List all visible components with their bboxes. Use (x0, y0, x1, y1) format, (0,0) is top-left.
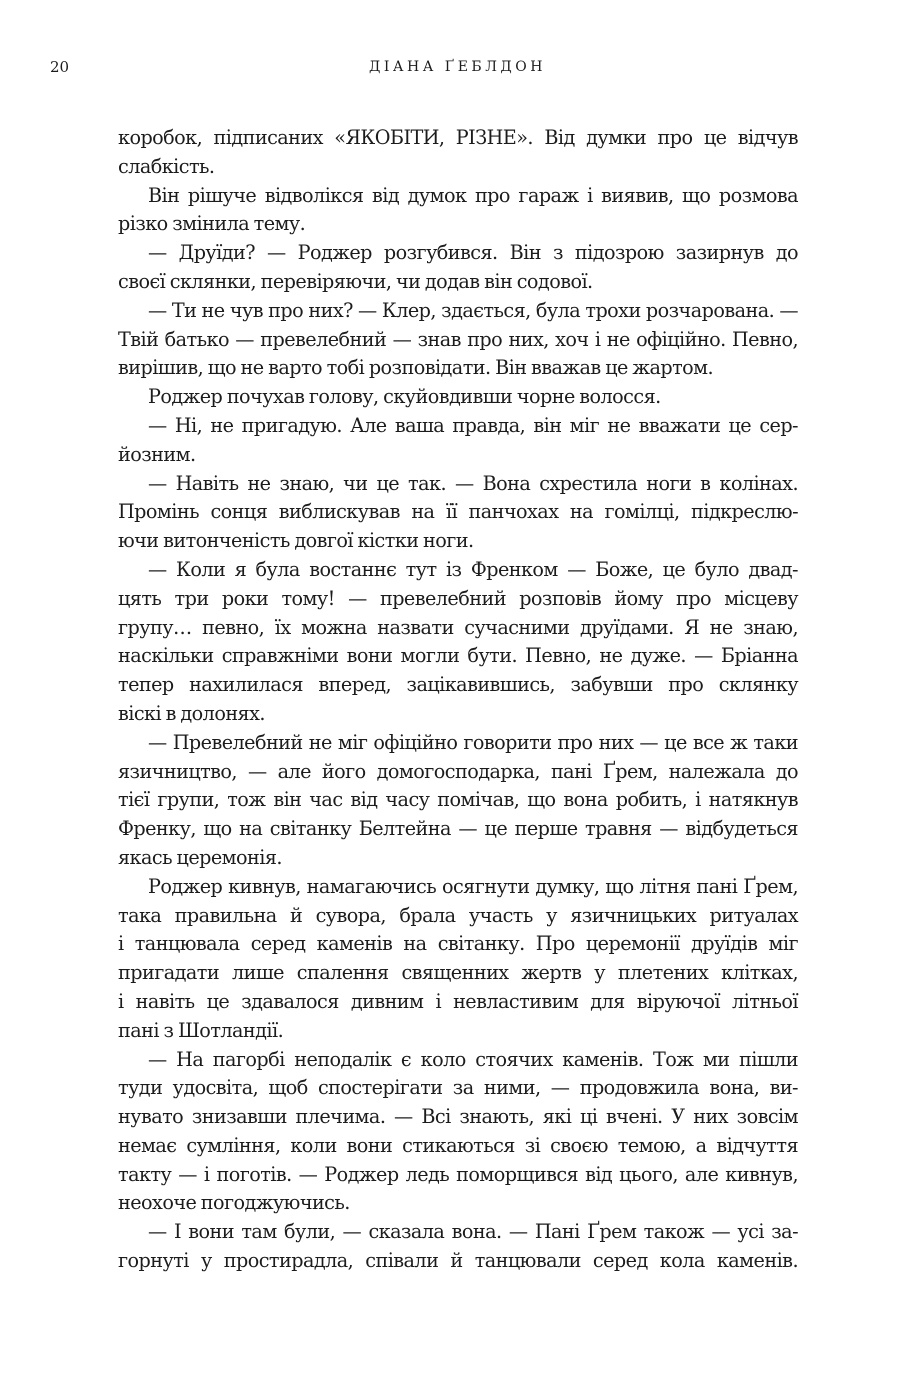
text-line: Роджер кивнув, намагаючись осягнути думку, що літня пані Ґрем, (148, 874, 798, 898)
page-number: 20 (50, 58, 70, 76)
text-line: своєї склянки, перевіряючи, чи додав він содової. (118, 269, 593, 293)
body-text (118, 124, 798, 1276)
text-line: і навіть це здавалося дивним і невластивим для віруючої літньої (118, 989, 798, 1013)
text-line: тепер нахилилася вперед, зацікавившись, забувши про склянку (118, 673, 798, 697)
text-line: така правильна й сувора, брала участь у язичницьких ритуалах (118, 903, 798, 927)
text-line: пригадати лише спалення священних жертв у плетених клітках, (118, 961, 798, 985)
text-line: слабкість. (118, 154, 215, 178)
text-line: нувато знизавши плечима. — Всі знають, які ці вчені. У них зовсім (118, 1105, 798, 1129)
text-line: віскі в долонях. (118, 701, 265, 725)
text-line: — Друїди? — Роджер розгубився. Він з підозрою зазирнув до (148, 241, 798, 265)
text-line: язичництво, — але його домогосподарка, пані Ґрем, належала до (118, 759, 798, 783)
text-line: наскільки справжніми вони могли бути. Певно, не дуже. — Бріанна (118, 644, 798, 668)
text-line: Роджер почухав голову, скуйовдивши чорне волосся. (148, 385, 661, 409)
text-line: Промінь сонця виблискував на її панчохах на гомілці, підкреслю- (118, 500, 798, 524)
text-line: — І вони там були, — сказала вона. — Пані Ґрем також — усі за- (148, 1220, 798, 1244)
text-line: Френку, що на світанку Белтейна — це перше травня — відбудеться (118, 817, 798, 841)
text-line: неохоче погоджуючись. (118, 1191, 350, 1215)
text-line: — Навіть не знаю, чи це так. — Вона схрестила ноги в колінах. (148, 471, 798, 495)
text-line: тієї групи, тож він час від часу помічав, що вона робить, і натякнув (118, 788, 798, 812)
text-line: — Коли я була востаннє тут із Френком — Боже, це було двад- (148, 557, 798, 581)
text-line: немає сумління, коли вони стикаються зі своєю темою, а відчуття (118, 1133, 798, 1157)
text-line: такту — і поготів. — Роджер ледь поморщився від цього, але кивнув, (118, 1162, 798, 1186)
text-line: йозним. (118, 442, 196, 466)
text-line: групу… певно, їх можна назвати сучасними друїдами. Я не знаю, (118, 615, 798, 639)
text-line: коробок, підписаних «ЯКОБІТИ, РІЗНЕ». Від думки про це відчув (118, 126, 798, 149)
text-line: Він рішуче відволікся від думок про гараж і виявив, що розмова (148, 183, 798, 207)
text-line: ючи витонченість довгої кістки ноги. (118, 529, 474, 553)
text-line: — Ні, не пригадую. Але ваша правда, він міг не вважати це сер- (148, 413, 798, 437)
text-line: якась церемонія. (118, 845, 282, 869)
text-line: Твій батько — превелебний — знав про них, хоч і не офіційно. Певно, (118, 327, 798, 351)
text-line: пані з Шотландії. (118, 1018, 284, 1042)
text-line: вирішив, що не варто тобі розповідати. Він вважав це жартом. (118, 356, 714, 380)
text-line: цять три роки тому! — превелебний розповів йому про місцеву (118, 586, 798, 610)
text-line: — Превелебний не міг офіційно говорити про них — це все ж таки (148, 730, 798, 754)
text-line: горнуті у простирадла, співали й танцювали серед кола каменів. (118, 1249, 798, 1273)
running-head-author: ДІАНА ҐЕБЛДОН (369, 59, 546, 75)
text-line: туди удосвіта, щоб спостерігати за ними, — продовжила вона, ви- (118, 1076, 798, 1100)
text-line: і танцювала серед каменів на світанку. Про церемонії друїдів міг (118, 932, 798, 956)
text-line: — На пагорбі неподалік є коло стоячих каменів. Тож ми пішли (148, 1047, 798, 1071)
text-line: — Ти не чув про них? — Клер, здається, була трохи розчарована. — (148, 298, 798, 322)
text-line: різко змінила тему. (118, 212, 306, 236)
